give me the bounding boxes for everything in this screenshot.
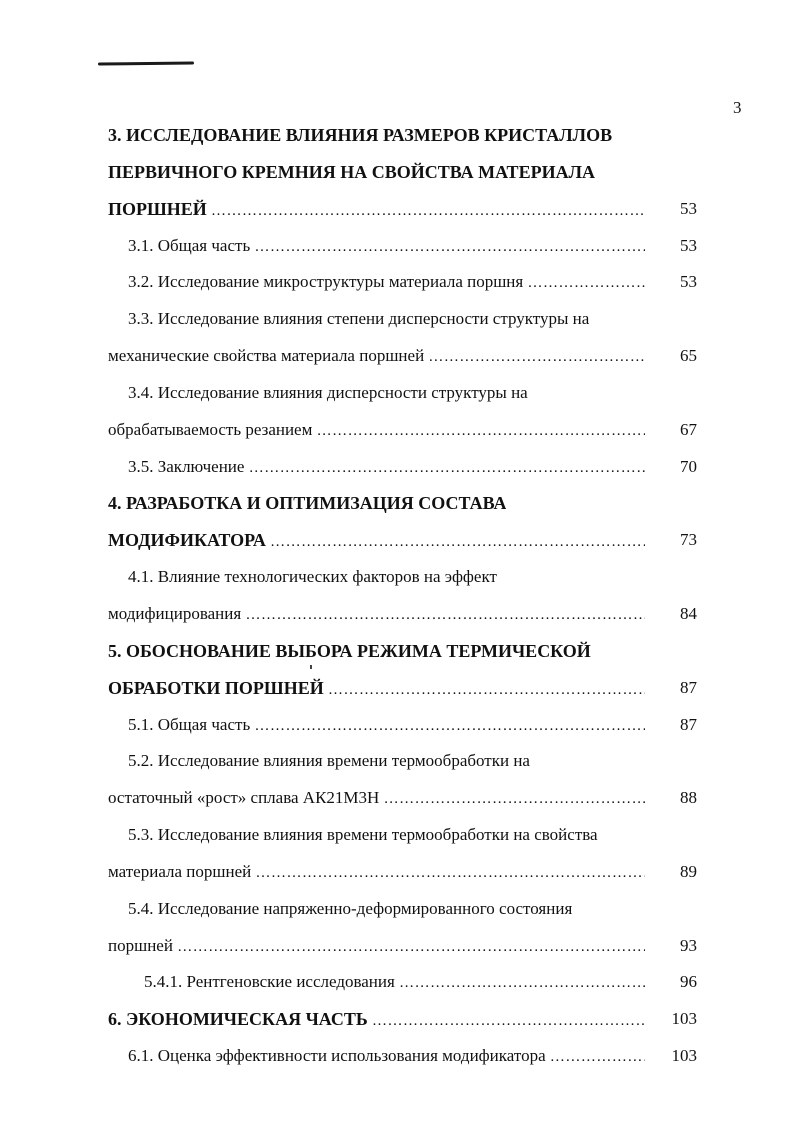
toc-subsection-title: 5.4.1. Рентгеновские исследования ……………………………………………………………………………………………………………………………… (144, 964, 645, 1001)
toc-subsection-title: поршней ……………………………………………………………………………………………………………………………… (108, 928, 645, 965)
toc-page-number: 89 (680, 861, 697, 881)
toc-subsection-title: 3.5. Заключение ……………………………………………………………………………………………………………………………… (128, 449, 645, 486)
toc-entry (0, 707, 793, 744)
page-number: 3 (733, 98, 742, 117)
toc-entry (0, 338, 793, 375)
toc-subsection-title: обрабатываемость резанием ……………………………………………………………………………………………………………………………… (108, 412, 645, 449)
toc-page-number: 87 (680, 677, 697, 697)
toc-page-number: 53 (680, 235, 697, 255)
toc-entry (0, 1038, 793, 1075)
toc-section-title: 6. ЭКОНОМИЧЕСКАЯ ЧАСТЬ ……………………………………………………………………………………………………………………………… (108, 1001, 645, 1039)
toc-page-number: 103 (671, 1046, 697, 1066)
toc-subsection-title: 3.3. Исследование влияния степени дисперсности структуры на (128, 309, 590, 329)
toc-entry (0, 817, 793, 854)
toc-page-number: 87 (680, 714, 697, 734)
toc-entry (0, 117, 793, 154)
toc-entry (0, 301, 793, 338)
toc-subsection-title: 5.2. Исследование влияния времени термообработки на (128, 751, 530, 771)
toc-subsection-title: 5.3. Исследование влияния времени термообработки на свойства (128, 825, 598, 845)
toc-page-number: 84 (680, 603, 697, 623)
toc-entry (0, 154, 793, 191)
toc-subsection-title: 5.4. Исследование напряженно-деформированного состояния (128, 898, 573, 918)
toc-section-title: ПОРШНЕЙ ……………………………………………………………………………………………………………………………… (108, 191, 645, 229)
toc-section-title: ОБРАБОТКИ ПОРШНЕЙ ……………………………………………………………………………………………………………………………… (108, 670, 645, 708)
toc-subsection-title: 3.2. Исследование микроструктуры материала поршня ……………………………………………………………………………………………………………………………… (128, 264, 645, 301)
toc-page-number: 65 (680, 346, 697, 366)
toc-entry (0, 780, 793, 817)
toc-entry (0, 891, 793, 928)
toc-entry (0, 964, 793, 1001)
toc-entry (0, 375, 793, 412)
toc-entry (0, 559, 793, 596)
toc-entry (0, 633, 793, 670)
toc-entry (0, 228, 793, 265)
toc-entry (0, 264, 793, 301)
toc-page-number: 88 (680, 788, 697, 808)
toc-page-number: 73 (680, 530, 697, 550)
toc-entry (0, 191, 793, 228)
toc-page-number: 53 (680, 198, 697, 218)
toc-subsection-title: модифицирования ……………………………………………………………………………………………………………………………… (108, 596, 645, 633)
toc-page-number: 70 (680, 456, 697, 476)
toc-section-title: ПЕРВИЧНОГО КРЕМНИЯ НА СВОЙСТВА МАТЕРИАЛА (108, 161, 595, 182)
toc-subsection-title: 4.1. Влияние технологических факторов на эффект (128, 567, 497, 587)
toc-subsection-title: 6.1. Оценка эффективности использования модификатора ……………………………………………………………………………………………………………………………… (128, 1038, 645, 1075)
toc-subsection-title: остаточный «рост» сплава АК21М3Н ……………………………………………………………………………………………………………………………… (108, 780, 645, 817)
toc-section-title: 3. ИССЛЕДОВАНИЕ ВЛИЯНИЯ РАЗМЕРОВ КРИСТАЛЛОВ (108, 125, 613, 145)
toc-page-number: 93 (680, 935, 697, 955)
toc-subsection-title: 5.1. Общая часть ……………………………………………………………………………………………………………………………… (128, 707, 645, 744)
toc-subsection-title: материала поршней ……………………………………………………………………………………………………………………………… (108, 854, 645, 891)
scan-mark (98, 61, 194, 65)
toc-page-number: 96 (680, 972, 697, 992)
toc-entry (0, 449, 793, 486)
toc-entry (0, 670, 793, 707)
toc-entry (0, 596, 793, 633)
toc-entry (0, 522, 793, 559)
toc-subsection-title: механические свойства материала поршней ……………………………………………………………………………………………………………………………… (108, 338, 645, 375)
toc-page-number: 53 (680, 272, 697, 292)
toc-page-number: 103 (671, 1009, 697, 1029)
toc-entry (0, 1001, 793, 1038)
toc-entry (0, 743, 793, 780)
toc-section-title: МОДИФИКАТОРА ……………………………………………………………………………………………………………………………… (108, 522, 645, 560)
toc-page-number: 67 (680, 419, 697, 439)
table-of-contents (0, 117, 793, 1075)
toc-entry (0, 928, 793, 965)
toc-subsection-title: 3.4. Исследование влияния дисперсности структуры на (128, 382, 528, 402)
toc-entry (0, 412, 793, 449)
toc-subsection-title: 3.1. Общая часть ……………………………………………………………………………………………………………………………… (128, 228, 645, 265)
toc-section-title: 5. ОБОСНОВАНИЕ ВЫБОРА РЕЖИМА ТЕРМИЧЕСКОЙ (108, 640, 591, 661)
toc-section-title: 4. РАЗРАБОТКА И ОПТИМИЗАЦИЯ СОСТАВА (108, 493, 507, 514)
toc-entry (0, 854, 793, 891)
toc-entry (0, 485, 793, 522)
